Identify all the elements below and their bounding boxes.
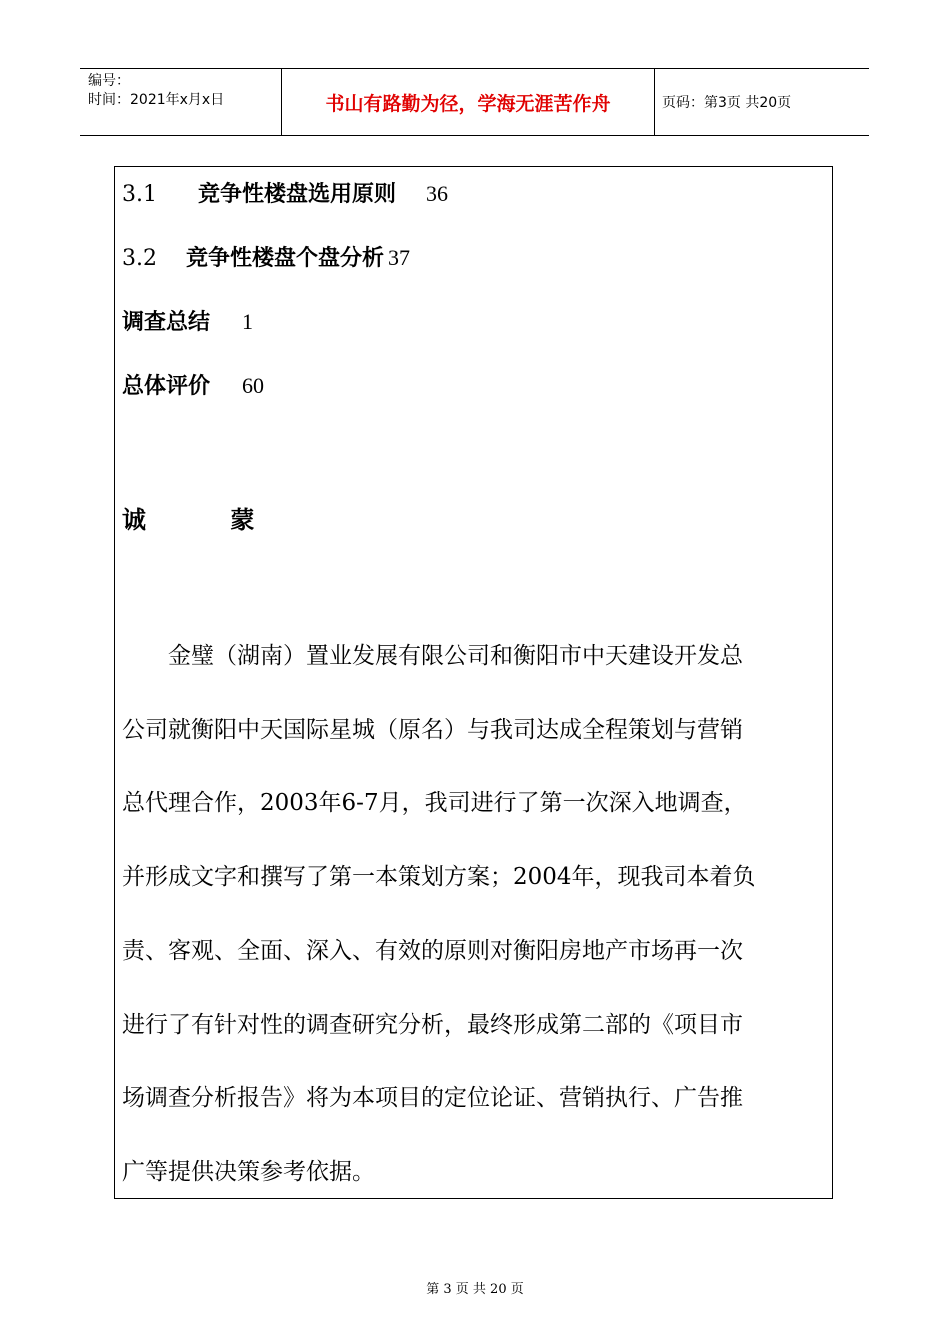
toc-number: 3.2 bbox=[122, 246, 157, 271]
number-label: 编号： bbox=[88, 73, 130, 89]
toc-page: 60 bbox=[242, 373, 265, 398]
toc-title: 调查总结 bbox=[122, 310, 211, 335]
toc-title: 总体评价 bbox=[122, 374, 211, 399]
toc-page: 36 bbox=[426, 181, 449, 206]
toc-entry bbox=[122, 306, 253, 338]
paragraph-line: 并形成文字和撰写了第一本策划方案；2004年，现我司本着负 bbox=[122, 864, 756, 891]
paragraph-line: 场调查分析报告》将为本项目的定位论证、营销执行、广告推 bbox=[122, 1085, 743, 1112]
toc-title: 竞争性楼盘个盘分析 bbox=[186, 246, 385, 271]
section-heading: 诚 蒙 bbox=[122, 506, 293, 534]
paragraph-line: 金璧（湖南）置业发展有限公司和衡阳市中天建设开发总 bbox=[122, 643, 743, 669]
toc-entry bbox=[122, 370, 264, 402]
toc-entry bbox=[122, 178, 448, 210]
toc-number: 3.1 bbox=[122, 182, 157, 207]
header-motto: 书山有路勤为径，学海无涯苦作舟 bbox=[325, 92, 611, 115]
body-paragraph bbox=[122, 620, 812, 1210]
time-label: 时间：2021年x月x日 bbox=[88, 92, 225, 108]
header-divider-right bbox=[654, 68, 655, 136]
paragraph-line: 进行了有针对性的调查研究分析，最终形成第二部的《项目市 bbox=[122, 1011, 743, 1038]
paragraph-line: 公司就衡阳中天国际星城（原名）与我司达成全程策划与营销 bbox=[122, 716, 743, 743]
header-meta bbox=[88, 72, 224, 110]
paragraph-line: 广等提供决策参考依据。 bbox=[122, 1158, 375, 1185]
toc-entry bbox=[122, 242, 410, 274]
toc-page: 1 bbox=[242, 309, 254, 334]
header-page-info: 页码：第3页 共20页 bbox=[662, 95, 792, 111]
toc-title: 竞争性楼盘选用原则 bbox=[198, 182, 397, 207]
paragraph-line: 总代理合作，2003年6-7月，我司进行了第一次深入地调查， bbox=[122, 790, 747, 817]
toc-page: 37 bbox=[388, 245, 411, 270]
paragraph-line: 责、客观、全面、深入、有效的原则对衡阳房地产市场再一次 bbox=[122, 937, 743, 964]
page-footer: 第 3 页 共 20 页 bbox=[426, 1282, 524, 1297]
page-header bbox=[80, 68, 869, 136]
